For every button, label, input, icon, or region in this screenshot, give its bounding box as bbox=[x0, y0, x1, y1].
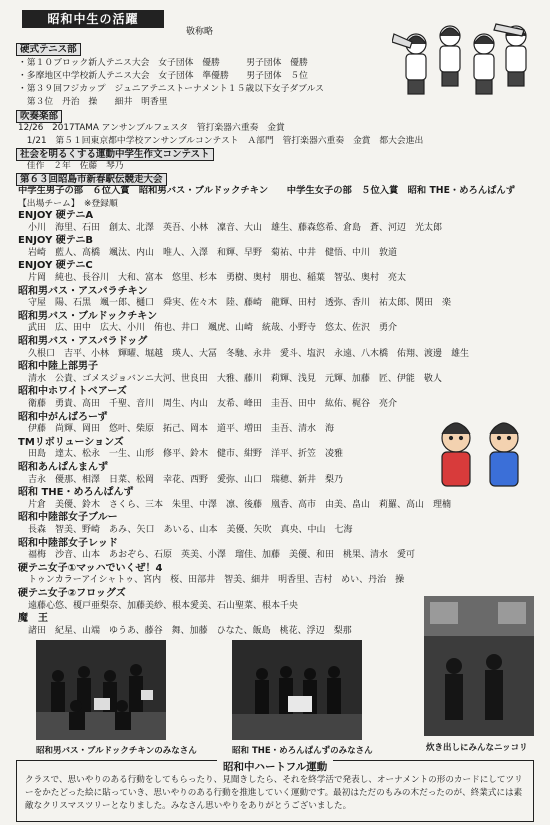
greeting-note: 敬称略 bbox=[186, 27, 214, 37]
team-members: 福梅 沙音、山本 あおぞら、石原 英美、小澤 瑠佳、加藤 美優、和田 桃果、清水 愛可 bbox=[28, 550, 416, 561]
team-members: 武田 広、田中 広大、小川 侑也、井口 颯虎、山崎 統哉、小野寺 悠太、佐沢 勇介 bbox=[28, 323, 398, 334]
cooking-photo bbox=[424, 596, 534, 736]
page-title: 昭和中生の活躍 bbox=[22, 10, 164, 28]
teams-label: 【出場チーム】 ※登録順 bbox=[18, 199, 118, 209]
team-name: 昭和男バス・アスパラドッグ bbox=[18, 336, 148, 347]
team-members: 伊藤 尚輝、岡田 悠叶、柴原 拓己、岡本 道平、増田 圭吾、清水 海 bbox=[28, 424, 335, 435]
team-members: 諸田 紀星、山端 ゆうあ、藤谷 舞、加藤 ひなた、飯島 桃花、浮辺 梨那 bbox=[28, 625, 352, 636]
team-members: 岩崎 藍人、高橋 颯汰、内山 唯人、入澤 和輝、早野 菊祐、中井 健悟、中川 敦道 bbox=[28, 247, 398, 258]
tennis-line: ・多摩地区中学校新人テニス大会 女子団体 準優勝 男子団体 ５位 bbox=[18, 71, 308, 81]
essay-heading: 社会を明るくする運動中学生作文コンテスト bbox=[16, 148, 214, 161]
team-members: 吉永 優那、相澤 日菜、松岡 幸花、西野 愛弥、山口 瑞穂、新井 梨乃 bbox=[28, 474, 344, 485]
team-members: 小川 海里、石田 創太、北澤 英吾、小林 凜音、大山 雄生、藤森悠希、倉島 蒼、河辺 光太郎 bbox=[28, 222, 443, 233]
photo-caption: 炊き出しにみんなニッコリ bbox=[426, 743, 528, 753]
team-name: 硬テニ女子①マッハでいくぜ！4 bbox=[18, 562, 163, 574]
team-name: 昭和中がんばろーず bbox=[18, 411, 108, 423]
heartful-box bbox=[16, 760, 534, 822]
team-members: 遠藤心悠、榎戸亜梨奈、加藤美紗、根本愛美、石山聖菜、根本千央 bbox=[28, 600, 299, 611]
team-name: 魔 王 bbox=[18, 613, 48, 625]
team-name: ENJOY 硬テニB bbox=[18, 235, 94, 247]
team-name: 昭和 THE・めろんぱんず bbox=[18, 487, 134, 499]
tennis-heading: 硬式テニス部 bbox=[16, 43, 81, 56]
tennis-line: 第３位 丹治 操 細井 明香里 bbox=[18, 97, 168, 107]
team-name: 昭和中ホワイトベアーズ bbox=[18, 386, 127, 398]
team-name: 昭和中陸部女子ブルー bbox=[18, 512, 118, 524]
brass-heading: 吹奏楽部 bbox=[16, 110, 62, 123]
team-members: トゥンカラーアイシャトゥ、宮内 桜、田部井 智美、細井 明香里、吉村 めい、丹治 操 bbox=[28, 575, 405, 586]
team-members: 田島 達太、松永 一生、山形 修平、鈴木 健市、紺野 洋平、折笠 凌雅 bbox=[28, 449, 344, 460]
team-name: TMリボリューションズ bbox=[18, 436, 124, 448]
band-illustration bbox=[392, 14, 534, 110]
team-members: 長森 智美、野崎 あみ、矢口 あいる、山本 美優、矢吹 真央、中山 七海 bbox=[28, 524, 353, 535]
heartful-text: クラスで、思いやりのある行動をしてもらったり、見聞きしたら、それを終学活で発表し、オーナメントの形のカードにしてツリーをかたどった絵に貼っていき、思いやりのある行動を推進していく運動です。最初はただのもみの木だったのが、終業式には素敵なクリスマスツリーとなりました。みなさん思いやりをありがとうございました。 bbox=[25, 775, 523, 811]
team-members: 守屋 陽、石黒 颯一郎、樋口 舜実、佐々木 陸、藤崎 龍輝、田村 透弥、香川 祐太郎、関田 楽 bbox=[28, 298, 452, 309]
team-name: ENJOY 硬テニC bbox=[18, 260, 93, 272]
team-members: 片岡 純也、長谷川 大和、富本 悠里、杉本 勇樹、奥村 朋也、稲葉 智弘、奥村 亮太 bbox=[28, 272, 407, 283]
team-name: 昭和あんぱんまんず bbox=[18, 462, 108, 473]
runners-illustration bbox=[426, 416, 536, 496]
tennis-line: ・第３９回フジカップ ジュニアテニストーナメント１５歳以下女子ダブルス bbox=[18, 84, 324, 94]
team-name: 昭和男バス・ブルドックチキン bbox=[18, 310, 158, 322]
team-members: 久根口 吉平、小林 輝曜、堀越 瑛人、大冨 冬馳、永井 愛斗、塩沢 永遠、八木橋 佑翔、渡邊 雄生 bbox=[28, 348, 470, 359]
team-name: 昭和中陸部女子レッド bbox=[18, 537, 118, 549]
team-photo bbox=[232, 640, 362, 740]
team-name: 昭和男バス・アスパラチキン bbox=[18, 285, 148, 297]
team-name: ENJOY 硬テニA bbox=[18, 210, 94, 221]
essay-line: 佳作 ２年 佐藤 琴乃 bbox=[18, 161, 124, 171]
heartful-title: 昭和中ハートフル運動 bbox=[217, 759, 333, 774]
brass-line: 1/21 第５１回東京都中学校アンサンブルコンテスト Ａ部門 管打楽器六重奏 金賞 都大会進出 bbox=[18, 136, 424, 146]
ekiden-result: 中学生男子の部 ６位入賞 昭和男バス・ブルドックチキン 中学生女子の部 ５位入賞 昭和 THE・めろんぱんず bbox=[18, 185, 516, 196]
brass-line: 12/26 2017TAMA アンサンブルフェスタ 管打楽器六重奏 金賞 bbox=[18, 123, 285, 133]
team-members: 衛藤 勇貴、高田 千聖、音川 周生、内山 友希、峰田 圭吾、田中 紘佑、梶谷 亮介 bbox=[28, 398, 398, 409]
team-members: 片倉 美優、鈴木 さくら、三本 朱里、中澤 凛、後藤 凰香、高市 由美、畠山 莉羅、高山 理楠 bbox=[28, 499, 452, 510]
team-name: 硬テニ女子②フロッグズ bbox=[18, 588, 126, 599]
team-photo bbox=[36, 640, 166, 740]
photo-caption: 昭和 THE・めろんぱんずのみなさん bbox=[232, 746, 373, 756]
ekiden-heading: 第６３回昭島市新春駅伝競走大会 bbox=[16, 173, 167, 186]
team-name: 昭和中陸上部男子 bbox=[18, 361, 98, 373]
team-members: 清水 公貴、ゴメスジョバンニ大河、世良田 大雅、藤川 莉輝、浅見 元輝、加藤 匠、伊能 敬人 bbox=[28, 373, 442, 384]
photo-caption: 昭和男バス・ブルドックチキンのみなさん bbox=[36, 746, 197, 756]
tennis-line: ・第１０ブロック新人テニス大会 女子団体 優勝 男子団体 優勝 bbox=[18, 58, 308, 68]
